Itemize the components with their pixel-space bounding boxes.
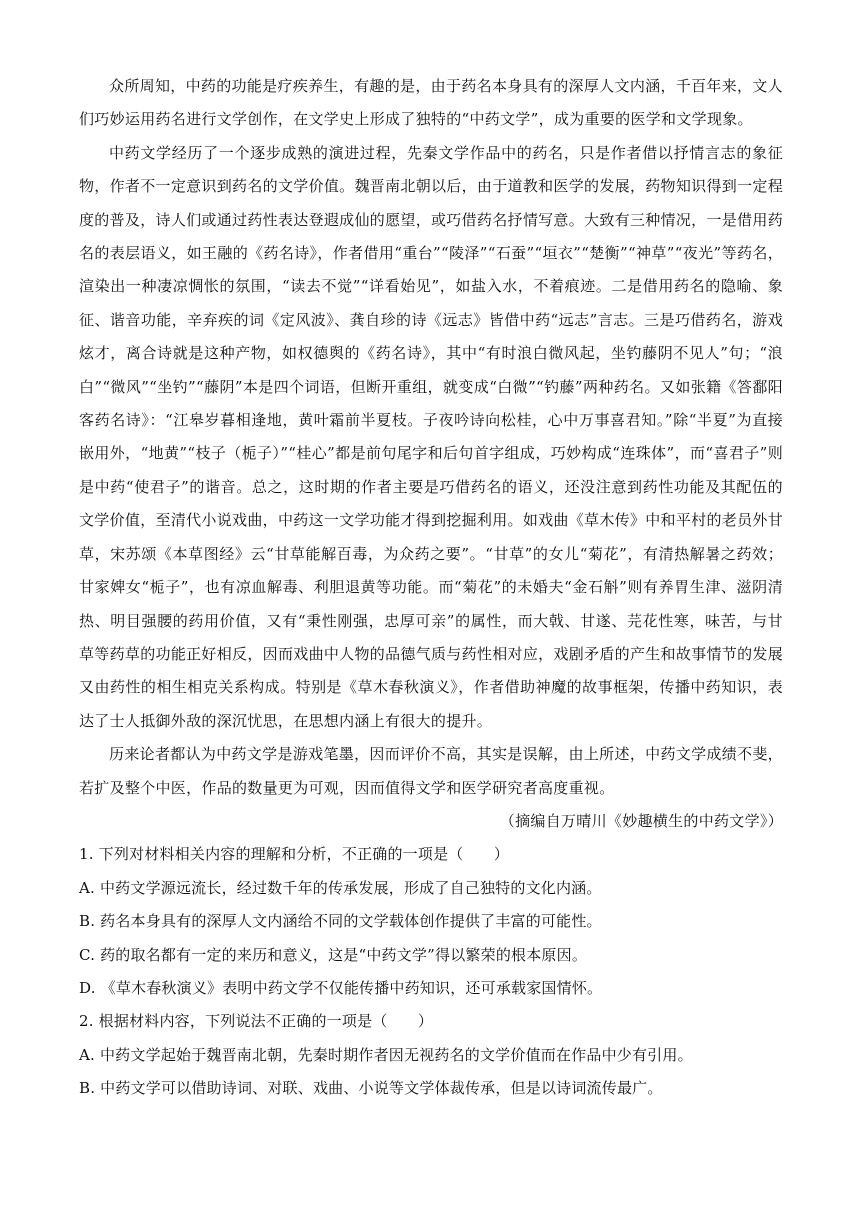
article-paragraph-3: 历来论者都认为中药文学是游戏笔墨，因而评价不高，其实是误解，由上所述，中药文学成绩不斐，若扩及整个中医，作品的数量更为可观，因而值得文学和医学研究者高度重视。 bbox=[79, 745, 783, 797]
question-1 bbox=[79, 838, 783, 1005]
article-paragraph-2: 中药文学经历了一个逐步成熟的演进过程，先秦文学作品中的药名，只是作者借以抒情言志的象征物，作者不一定意识到药名的文学价值。魏晋南北朝以后，由于道教和医学的发展，药物知识得到一定程度的普及，诗人们或通过药性表达登遐成仙的愿望，或巧借药名抒情写意。大致有三种情况，一是借用药名的表层语义，如王融的《药名诗》，作者借用“重台”“陵泽”“石蚕”“垣衣”“楚衡”“神草”“夜光”等药名，渲染出一种凄凉惆怅的氛围，“读去不觉”“详看始见”，如盐入水，不着痕迹。二是借用药名的隐喻、象征、谐音功能，辛弃疾的词《定风波》、龚自珍的诗《远志》皆借中药“远志”言志。三是巧借药名，游戏炫才，离合诗就是这种产物，如权德舆的《药名诗》，其中“有时浪白微风起，坐钓藤阴不见人”句；“浪白”“微风”“坐钓”“藤阴”本是四个词语，但断开重组，就变成“白微”“钓藤”两种药名。又如张籍《答鄱阳客药名诗》：“江皋岁暮相逢地，黄叶霜前半夏枝。子夜吟诗向松桂，心中万事喜君知。”除“半夏”为直接嵌用外，“地黄”“枝子（栀子）”“桂心”都是前句尾字和后句首字组成，巧妙构成“连珠体”，而“喜君子”则是中药“使君子”的谐音。总之，这时期的作者主要是巧借药名的语义，还没注意到药性功能及其配伍的文学价值，至清代小说戏曲，中药这一文学功能才得到挖掘利用。如戏曲《草木传》中和平村的老员外甘草，宋苏颂《本草图经》云“甘草能解百毒，为众药之要”。“甘草”的女儿“菊花”，有清热解暑之药效；甘家婢女“栀子”，也有凉血解毒、利胆退黄等功能。而“菊花”的未婚夫“金石斛”则有养胃生津、滋阴清热、明目强腰的药用价值，又有“秉性刚强，忠厚可亲”的属性，而大戟、甘遂、芫花性寒，味苦，与甘草等药草的功能正好相反，因而戏曲中人物的品德气质与药性相对应，戏剧矛盾的产生和故事情节的发展又由药性的相生相克关系构成。特别是《草木春秋演义》，作者借助神魔的故事框架，传播中药知识，表达了士人抵御外敌的深沉忧思，在思想内涵上有很大的提升。 bbox=[79, 143, 783, 730]
question-1-option-a: A. 中药文学源远流长，经过数千年的传承发展，形成了自己独特的文化内涵。 bbox=[79, 878, 602, 897]
question-1-option-d: D. 《草木春秋演义》表明中药文学不仅能传播中药知识，还可承载家国情怀。 bbox=[79, 978, 603, 997]
document-page bbox=[79, 70, 783, 1106]
question-1-stem: 1. 下列对材料相关内容的理解和分析，不正确的一项是（ ） bbox=[79, 845, 510, 864]
question-1-option-c: C. 药的取名都有一定的来历和意义，这是“中药文学”得以繁荣的根本原因。 bbox=[79, 945, 588, 964]
question-2-option-b: B. 中药文学可以借助诗词、对联、戏曲、小说等文学体裁传承，但是以诗词流传最广。 bbox=[79, 1079, 663, 1098]
article-source: （摘编自万晴川《妙趣横生的中药文学》） bbox=[499, 811, 783, 830]
article-paragraph-1: 众所周知，中药的功能是疗疾养生，有趣的是，由于药名本身具有的深厚人文内涵，千百年来，文人们巧妙运用药名进行文学创作，在文学史上形成了独特的“中药文学”，成为重要的医学和文学现象。 bbox=[79, 77, 783, 129]
question-2-stem: 2. 根据材料内容，下列说法不正确的一项是（ ） bbox=[79, 1012, 434, 1031]
question-2-option-a: A. 中药文学起始于魏晋南北朝，先秦时期作者因无视药名的文学价值而在作品中少有引用。 bbox=[79, 1045, 693, 1064]
question-2 bbox=[79, 1005, 783, 1105]
question-1-option-b: B. 药名本身具有的深厚人文内涵给不同的文学载体创作提供了丰富的可能性。 bbox=[79, 912, 602, 931]
article bbox=[79, 70, 783, 838]
